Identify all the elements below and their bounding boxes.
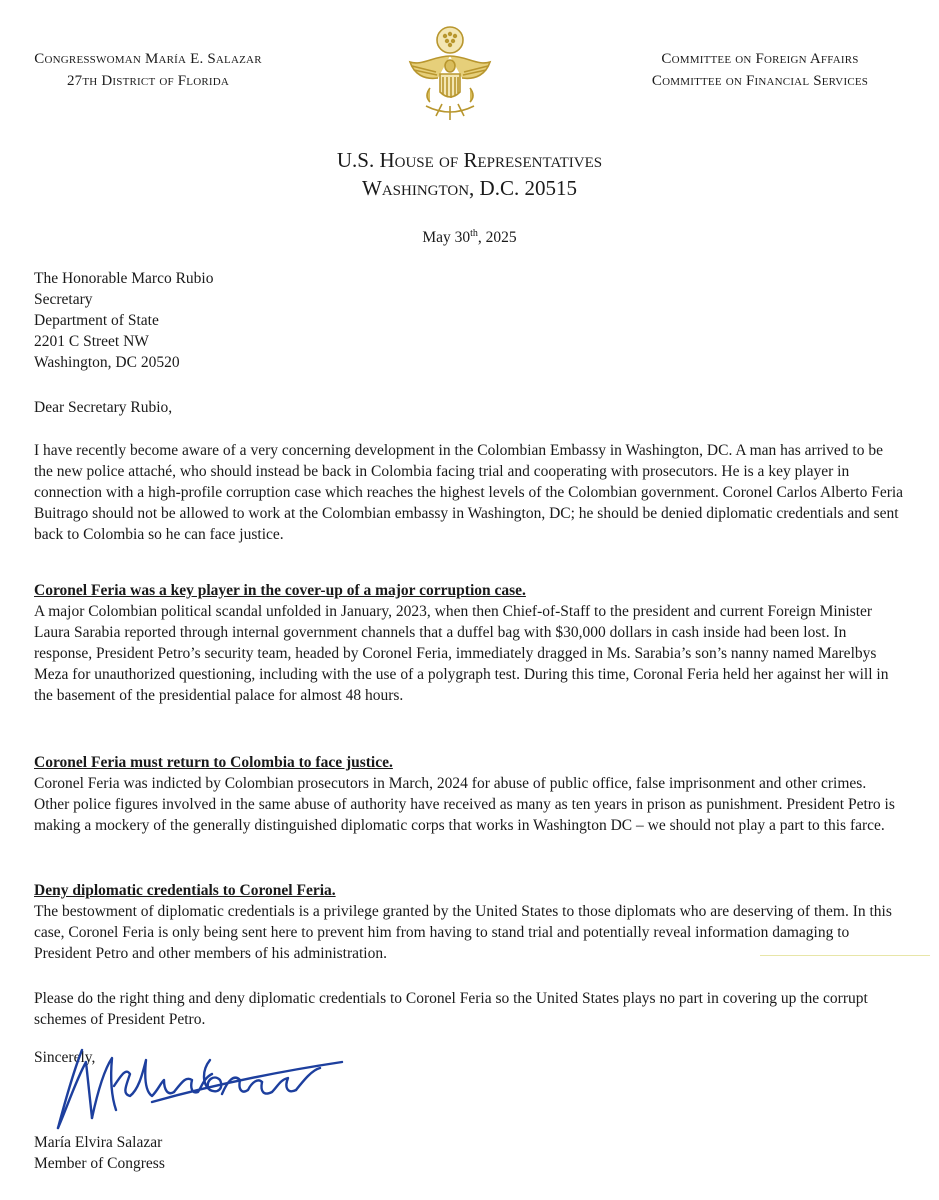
section-body: Coronel Feria was indicted by Colombian prosecutors in March, 2024 for abuse of public office, false imprisonment and other crimes. Other police figures involved in the same abuse of authority have received as many as ten years in prison as punishment. President Petro is making a mockery of the generally distinguished diplomatic corps that works in Washington DC – we should not play a part to this farce. xyxy=(34,775,895,834)
house-address: Washington, D.C. 20515 xyxy=(362,176,577,200)
section-body: A major Colombian political scandal unfolded in January, 2023, when then Chief-of-Staff to the president and current Foreign Minister Laura Sarabia reported through internal government channels that a duffel bag with $30,000 dollars in cash inside had been lost. In response, President Petro’s security team, headed by Coronel Feria, immediately dragged in Ms. Sarabia’s son’s nanny named Marelbys Meza for unauthorized questioning, including with the use of a polygraph test. During this time, Coronal Feria held her against her will in the basement of the presidential palace for almost 48 hours. xyxy=(34,603,889,704)
letter-date xyxy=(0,228,939,247)
salutation: Dear Secretary Rubio, xyxy=(34,399,173,416)
recipient-city: Washington, DC 20520 xyxy=(34,354,180,371)
date-month-day: May 30 xyxy=(422,229,471,247)
sign-off: Sincerely, xyxy=(34,1049,96,1066)
recipient-street: 2201 C Street NW xyxy=(34,333,149,350)
signer-title: Member of Congress xyxy=(34,1155,165,1172)
section-cover-up xyxy=(34,580,904,706)
section-deny xyxy=(34,880,904,964)
congresswoman-name: Congresswoman María E. Salazar xyxy=(34,51,262,67)
letterhead-left xyxy=(32,48,264,92)
house-name: U.S. House of Representatives xyxy=(336,148,603,172)
section-heading: Coronel Feria was a key player in the cover-up of a major corruption case. xyxy=(34,582,526,599)
committee-financial-services: Committee on Financial Services xyxy=(651,73,869,89)
section-heading: Coronel Feria must return to Colombia to face justice. xyxy=(34,754,393,771)
section-heading: Deny diplomatic credentials to Coronel Feria. xyxy=(34,882,336,899)
letterhead-right xyxy=(637,48,883,92)
highlight-mark xyxy=(760,955,930,956)
intro-paragraph: I have recently become aware of a very concerning development in the Colombian Embassy in Washington, DC. A man has arrived to be the new police attaché, who should instead be back in Colombia facing trial and cooperating with prosecutors. He is a key player in connection with a high-profile corruption case which reaches the highest levels of the Colombian government. Coronel Carlos Alberto Feria Buitrago should not be allowed to work at the Colombian embassy in Washington, DC; he should be denied diplomatic credentials and sent back to Colombia so he can face justice. xyxy=(34,442,904,543)
date-year: , 2025 xyxy=(477,229,517,247)
section-return xyxy=(34,752,904,836)
signer-block xyxy=(34,1132,165,1174)
committee-foreign-affairs: Committee on Foreign Affairs xyxy=(661,51,859,67)
recipient-address xyxy=(34,268,904,373)
recipient-dept: Department of State xyxy=(34,312,159,329)
date-suffix: th xyxy=(470,228,478,239)
section-body: The bestowment of diplomatic credentials is a privilege granted by the United States to those diplomats who are deserving of them. In this case, Coronel Feria is only being sent here to prevent him from having to stand trial and potentially reveal information damaging to President Petro and other members of his administration. xyxy=(34,903,892,962)
district-line: 27th District of Florida xyxy=(66,73,230,89)
recipient-name: The Honorable Marco Rubio xyxy=(34,270,214,287)
signer-name: María Elvira Salazar xyxy=(34,1134,163,1151)
great-seal-eagle-icon xyxy=(404,22,496,126)
closing-paragraph: Please do the right thing and deny diplomatic credentials to Coronel Feria so the United States plays no part in covering up the corrupt schemes of President Petro. xyxy=(34,990,868,1028)
recipient-title: Secretary xyxy=(34,291,93,308)
handwritten-signature-icon xyxy=(52,1040,352,1135)
house-heading xyxy=(0,146,939,202)
